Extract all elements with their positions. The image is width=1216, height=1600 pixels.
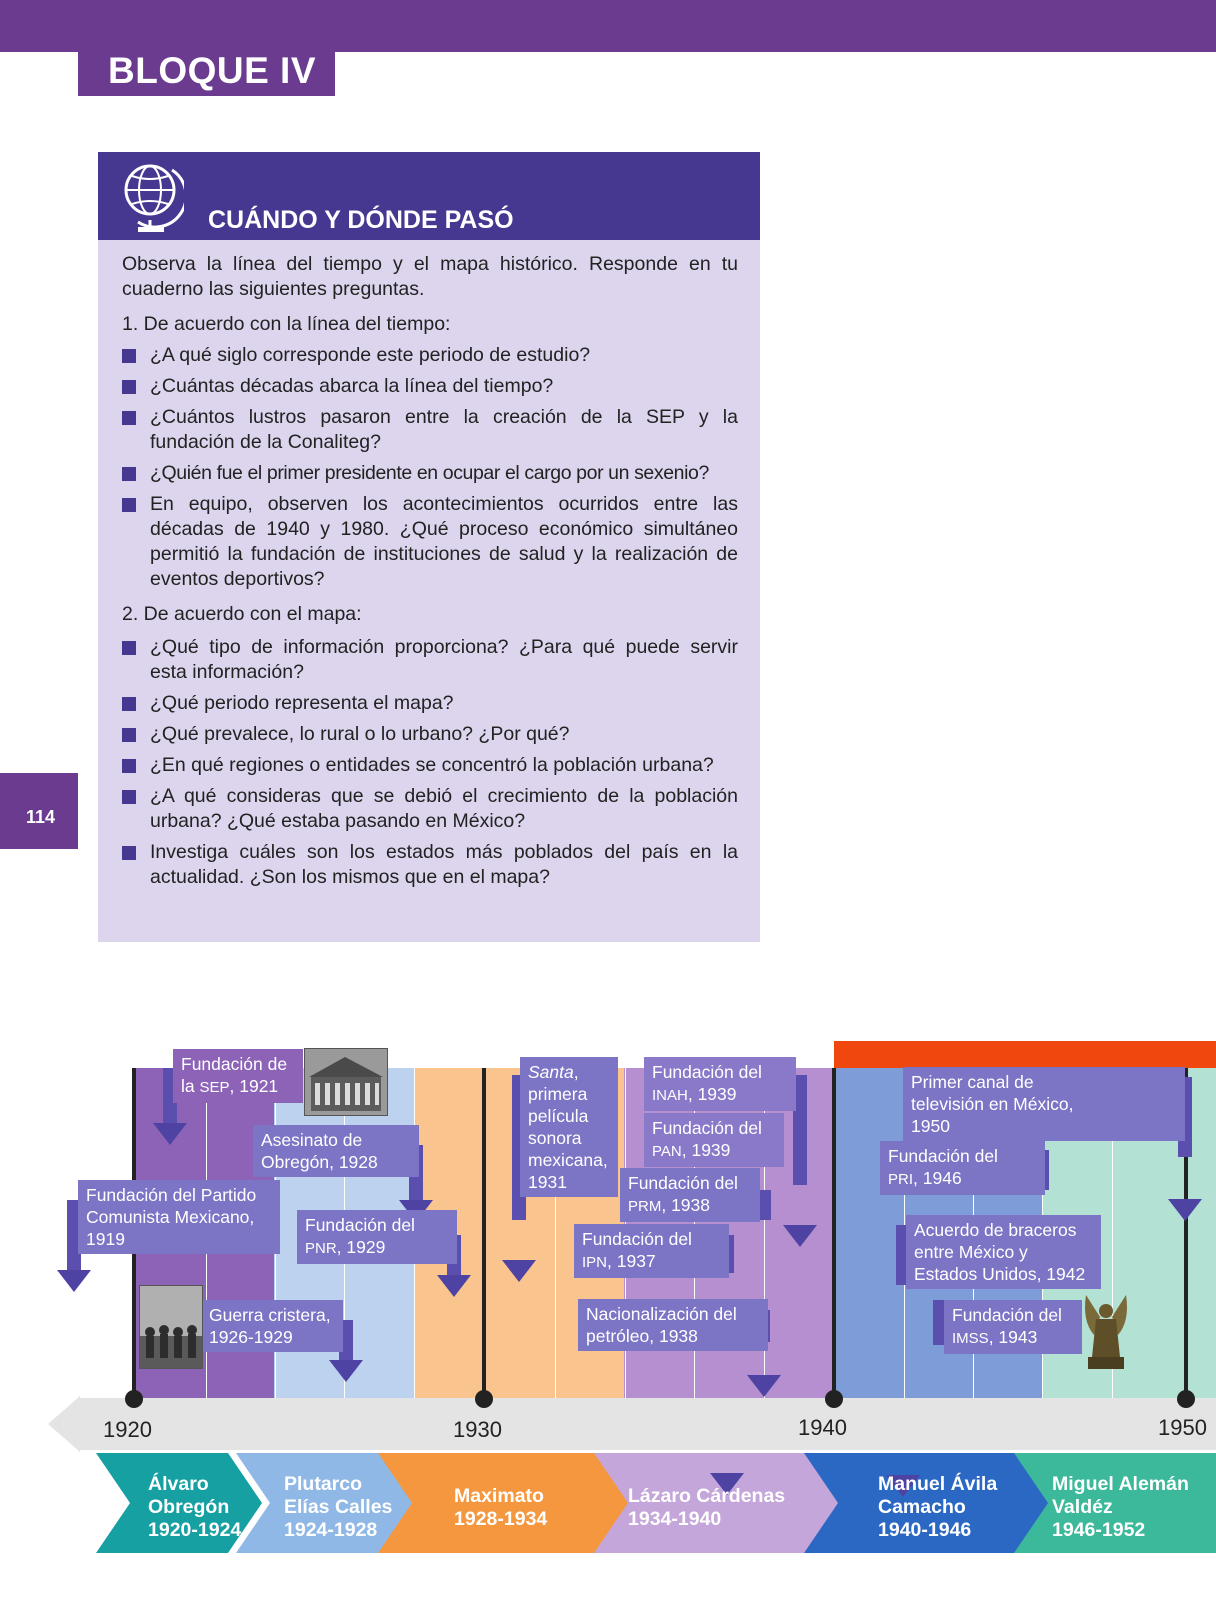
angel-statue-photo xyxy=(1080,1291,1132,1371)
bullet-square-icon xyxy=(122,846,136,860)
bullet-square-icon xyxy=(122,380,136,394)
activity-body xyxy=(122,252,738,900)
list-item: ¿A qué consideras que se debió el crecimiento de la población urbana? ¿Qué estaba pasando en México? xyxy=(122,784,738,834)
president-cardenas: Lázaro Cárdenas 1934-1940 xyxy=(594,1453,844,1553)
event-obregon: Asesinato de Obregón, 1928 xyxy=(253,1125,419,1177)
bullet-square-icon xyxy=(122,467,136,481)
orange-bar xyxy=(834,1041,1216,1068)
president-obregon: Álvaro Obregón 1920-1924 xyxy=(96,1453,262,1553)
event-santa: Santa, primera película sonora mexicana, 1931 xyxy=(520,1057,618,1197)
activity-title: CUÁNDO Y DÓNDE PASÓ xyxy=(208,206,514,234)
president-calles: Plutarco Elías Calles 1924-1928 xyxy=(236,1453,422,1553)
timeline-axis xyxy=(80,1398,1216,1450)
event-petroleo: Nacionalización del petróleo, 1938 xyxy=(578,1299,768,1351)
activity-header xyxy=(98,152,760,240)
event-pan: Fundación del PAN, 1939 xyxy=(644,1113,784,1167)
event-pnr: Fundación del PNR, 1929 xyxy=(297,1210,457,1264)
year-dot xyxy=(125,1390,143,1408)
list-item: ¿Cuántas décadas abarca la línea del tiempo? xyxy=(122,374,738,399)
year-dot xyxy=(825,1390,843,1408)
event-inah: Fundación del INAH, 1939 xyxy=(644,1057,796,1111)
cristera-photo xyxy=(139,1285,203,1369)
decade-line xyxy=(482,1068,486,1398)
event-ipn: Fundación del IPN, 1937 xyxy=(574,1224,729,1278)
activity-box xyxy=(98,152,760,942)
section1-heading: 1. De acuerdo con la línea del tiempo: xyxy=(122,313,451,335)
bullet-square-icon xyxy=(122,349,136,363)
list-item: ¿Qué prevalece, lo rural o lo urbano? ¿Por qué? xyxy=(122,722,738,747)
bloque-heading: BLOQUE IV xyxy=(78,40,335,96)
list-item: Investiga cuáles son los estados más poblados del país en la actualidad. ¿Son los mismos que en el mapa? xyxy=(122,840,738,890)
bullet-square-icon xyxy=(122,728,136,742)
year-label: 1950 xyxy=(1158,1415,1207,1440)
timeline xyxy=(0,1035,1216,1600)
year-dot xyxy=(475,1390,493,1408)
bullet-square-icon xyxy=(122,759,136,773)
section2-list xyxy=(122,635,738,890)
event-cristera: Guerra cristera, 1926-1929 xyxy=(201,1300,343,1352)
bullet-square-icon xyxy=(122,641,136,655)
bullet-square-icon xyxy=(122,790,136,804)
year-dot xyxy=(1177,1390,1195,1408)
sep-building-photo xyxy=(304,1048,388,1116)
axis-arrow-icon xyxy=(48,1396,80,1452)
year-label: 1920 xyxy=(103,1417,152,1442)
list-item: ¿Qué periodo representa el mapa? xyxy=(122,691,738,716)
event-sep: Fundación de la SEP, 1921 xyxy=(173,1049,303,1103)
decade-line xyxy=(832,1068,836,1398)
list-item: ¿A qué siglo corresponde este periodo de estudio? xyxy=(122,343,738,368)
list-item: ¿Cuántos lustros pasaron entre la creación de la SEP y la fundación de la Conaliteg? xyxy=(122,405,738,455)
year-label: 1940 xyxy=(798,1415,847,1440)
event-prm: Fundación del PRM, 1938 xyxy=(620,1168,760,1222)
event-tv: Primer canal de televisión en México, 1950 xyxy=(903,1067,1185,1141)
event-pcm: Fundación del Partido Comunista Mexicano, 1919 xyxy=(78,1180,280,1254)
section2-heading: 2. De acuerdo con el mapa: xyxy=(122,603,362,625)
list-item: ¿Quién fue el primer presidente en ocupar el cargo por un sexenio? xyxy=(122,461,738,486)
president-aleman: Miguel Alemán Valdéz 1946-1952 xyxy=(1014,1453,1216,1553)
event-imss: Fundación del IMSS, 1943 xyxy=(944,1300,1082,1354)
page-number: 114 xyxy=(0,773,78,849)
list-item: ¿Qué tipo de información proporciona? ¿Para qué puede servir esta información? xyxy=(122,635,738,685)
bullet-square-icon xyxy=(122,411,136,425)
president-maximato: Maximato 1928-1934 xyxy=(378,1453,634,1553)
event-braceros: Acuerdo de braceros entre México y Estados Unidos, 1942 xyxy=(906,1215,1101,1289)
year-label: 1930 xyxy=(453,1417,502,1442)
globe-icon xyxy=(120,160,184,234)
bullet-square-icon xyxy=(122,697,136,711)
event-pri: Fundación del PRI, 1946 xyxy=(880,1141,1045,1195)
activity-intro: Observa la línea del tiempo y el mapa histórico. Responde en tu cuaderno las siguientes preguntas. xyxy=(122,253,738,300)
list-item: ¿En qué regiones o entidades se concentró la población urbana? xyxy=(122,753,738,778)
list-item: En equipo, observen los acontecimientos ocurridos entre las décadas de 1940 y 1980. ¿Qué proceso económico simultáneo permitió la fundación de instituciones de salud y la realización de eventos deportivos? xyxy=(122,492,738,592)
president-avila: Manuel Ávila Camacho 1940-1946 xyxy=(804,1453,1054,1553)
bullet-square-icon xyxy=(122,498,136,512)
section1-list xyxy=(122,343,738,592)
